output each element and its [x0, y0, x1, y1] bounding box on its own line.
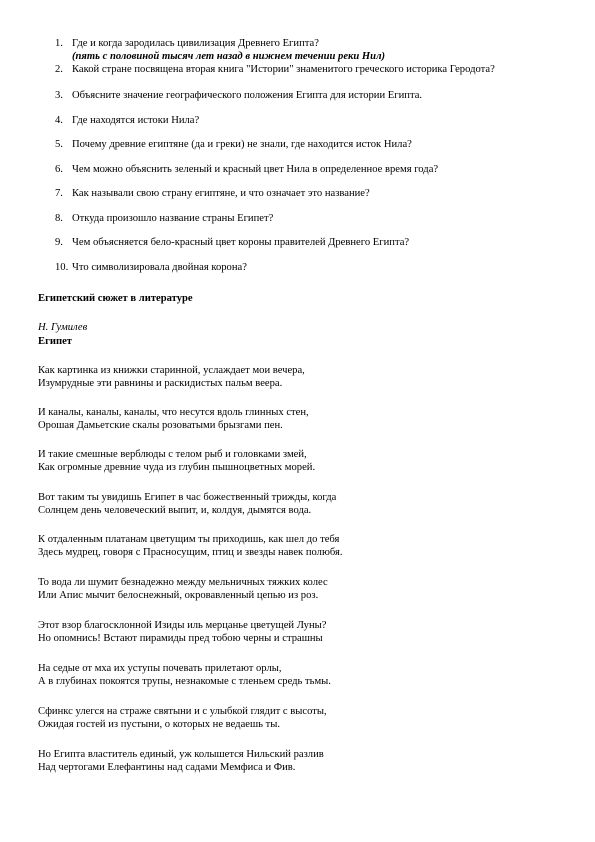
poem-line: То вода ли шумит безнадежно между мельничных тяжких колес — [38, 577, 328, 588]
poem-stanza — [38, 448, 585, 474]
question-number: 3. — [55, 90, 63, 101]
question-number: 7. — [55, 188, 63, 199]
question-4 — [55, 114, 575, 127]
question-text: Где находятся истоки Нила? — [72, 115, 200, 126]
poem-author: Н. Гумилев — [38, 322, 88, 333]
poem-stanza — [38, 364, 585, 390]
poem-line: И такие смешные верблюды с телом рыб и головками змей, — [38, 449, 307, 460]
question-text: Какой стране посвящена вторая книга "Истории" знаменитого греческого историка Геродота? — [72, 64, 495, 75]
section-title: Египетский сюжет в литературе — [38, 293, 193, 304]
question-2 — [55, 63, 575, 76]
poem-line: А в глубинах покоятся трупы, незнакомые с тленьем средь тьмы. — [38, 676, 331, 687]
poem-stanza — [38, 619, 585, 645]
question-number: 5. — [55, 139, 63, 150]
poem-stanza — [38, 576, 585, 602]
poem-line: Этот взор благосклонной Изиды иль мерцанье цветущей Луны? — [38, 620, 327, 631]
question-number: 8. — [55, 213, 63, 224]
question-9 — [55, 236, 575, 249]
poem-line: Здесь мудрец, говоря с Прасносущим, птиц и звезды навек полюбя. — [38, 547, 343, 558]
question-text: Где и когда зародилась цивилизация Древнего Египта? — [72, 38, 319, 49]
question-text: Объясните значение географического положения Египта для истории Египта. — [72, 90, 423, 101]
question-number: 6. — [55, 164, 63, 175]
poem-line: Солнцем день человеческий выпит, и, колдуя, дымятся вода. — [38, 505, 312, 516]
poem-line: Орошая Дамьетские скалы розоватыми брызгами пен. — [38, 420, 283, 431]
poem-line: Или Апис мычит белоснежный, окровавленный цепью из роз. — [38, 590, 319, 601]
question-text: Чем можно объяснить зеленый и красный цвет Нила в определенное время года? — [72, 164, 439, 175]
question-text: Как называли свою страну египтяне, и что означает это название? — [72, 188, 370, 199]
poem-line: Но опомнись! Встают пирамиды пред тобою черны и страшны — [38, 633, 323, 644]
question-5 — [55, 138, 575, 151]
question-number: 4. — [55, 115, 63, 126]
poem-line: И каналы, каналы, каналы, что несутся вдоль глинных стен, — [38, 407, 309, 418]
question-number: 9. — [55, 237, 63, 248]
poem-stanza — [38, 662, 585, 688]
poem-line: Ожидая гостей из пустыни, о которых не ведаешь ты. — [38, 719, 281, 730]
poem-line: К отдаленным платанам цветущим ты приходишь, как шел до тебя — [38, 534, 340, 545]
question-text: Откуда произошло название страны Египет? — [72, 213, 274, 224]
question-1-hint: (пять с половиной тысяч лет назад в нижнем течении реки Нил) — [72, 51, 386, 62]
question-text: Чем объясняется бело-красный цвет короны правителей Древнего Египта? — [72, 237, 410, 248]
question-text: Почему древние египтяне (да и греки) не знали, где находится исток Нила? — [72, 139, 412, 150]
poem-stanza — [38, 705, 585, 731]
poem-stanza — [38, 748, 585, 774]
poem-title: Египет — [38, 336, 72, 347]
poem-line: Как картинка из книжки старинной, услаждает мои вечера, — [38, 365, 305, 376]
poem-line: Как огромные древние чуда из глубин пышноцветных морей. — [38, 462, 316, 473]
poem-line: Изумрудные эти равнины и раскидистых пальм веера. — [38, 378, 283, 389]
poem-stanza — [38, 406, 585, 432]
question-10 — [55, 261, 575, 274]
poem-line: Над чертогами Елефантины над садами Мемфиса и Фив. — [38, 762, 296, 773]
question-1 — [55, 37, 575, 50]
poem-stanza — [38, 533, 585, 559]
question-number: 1. — [55, 38, 63, 49]
question-number: 10. — [55, 262, 69, 273]
question-number: 2. — [55, 64, 63, 75]
question-3 — [55, 89, 575, 102]
poem-stanza — [38, 491, 585, 517]
poem-line: Сфинкс улегся на страже святыни и с улыбкой глядит с высоты, — [38, 706, 327, 717]
poem-line: Но Египта властитель единый, уж колышется Нильский разлив — [38, 749, 324, 760]
question-6 — [55, 163, 575, 176]
question-7 — [55, 187, 575, 200]
question-8 — [55, 212, 575, 225]
poem-line: На седые от мха их уступы почевать прилетают орлы, — [38, 663, 282, 674]
poem-line: Вот таким ты увидишь Египет в час божественный трижды, когда — [38, 492, 337, 503]
question-text: Что символизировала двойная корона? — [72, 262, 247, 273]
